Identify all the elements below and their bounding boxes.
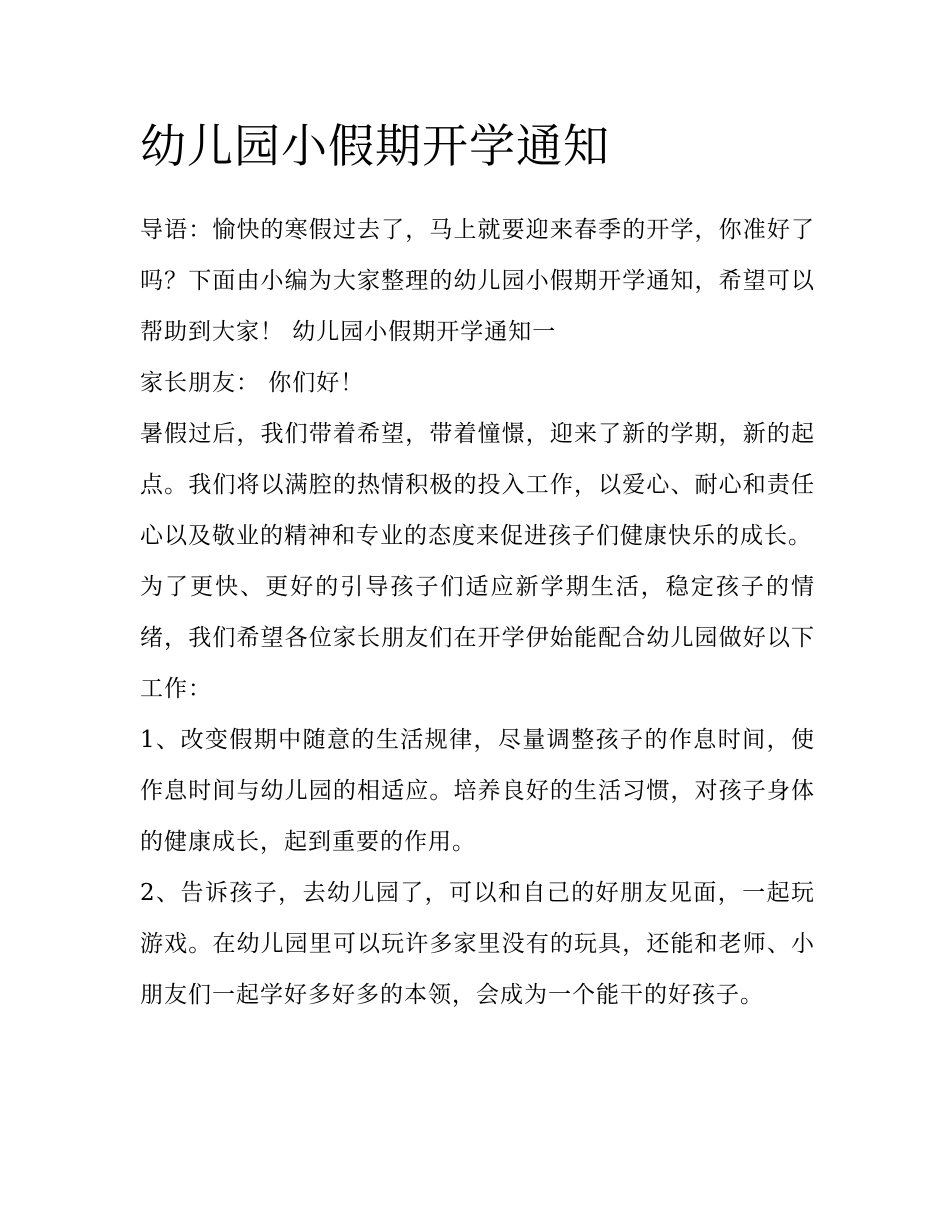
body-paragraph-request: 为了更快、更好的引导孩子们适应新学期生活，稳定孩子的情绪，我们希望各位家长朋友们在开学伊始能配合幼儿园做好以下工作： <box>140 574 815 702</box>
list-item-2: 2、告诉孩子，去幼儿园了，可以和自己的好朋友见面，一起玩游戏。在幼儿园里可以玩许多家里没有的玩具，还能和老师、小朋友们一起学好多好多的本领，会成为一个能干的好孩子。 <box>140 880 815 1008</box>
body-paragraph-new-term: 暑假过后，我们带着希望，带着憧憬，迎来了新的学期，新的起点。我们将以满腔的热情积极的投入工作，以爱心、耐心和责任心以及敬业的精神和专业的态度来促进孩子们健康快乐的成长。 <box>140 421 815 549</box>
list-item-1: 1、改变假期中随意的生活规律，尽量调整孩子的作息时间，使作息时间与幼儿园的相适应。培养良好的生活习惯，对孩子身体的健康成长，起到重要的作用。 <box>140 727 815 855</box>
document-title: 幼儿园小假期开学通知 <box>140 119 610 173</box>
greeting-paragraph: 家长朋友： 你们好！ <box>140 370 365 396</box>
intro-paragraph: 导语：愉快的寒假过去了，马上就要迎来春季的开学，你准好了吗？下面由小编为大家整理的幼儿园小假期开学通知，希望可以帮助到大家！ 幼儿园小假期开学通知一 <box>140 217 815 345</box>
document-page <box>140 113 815 1021</box>
